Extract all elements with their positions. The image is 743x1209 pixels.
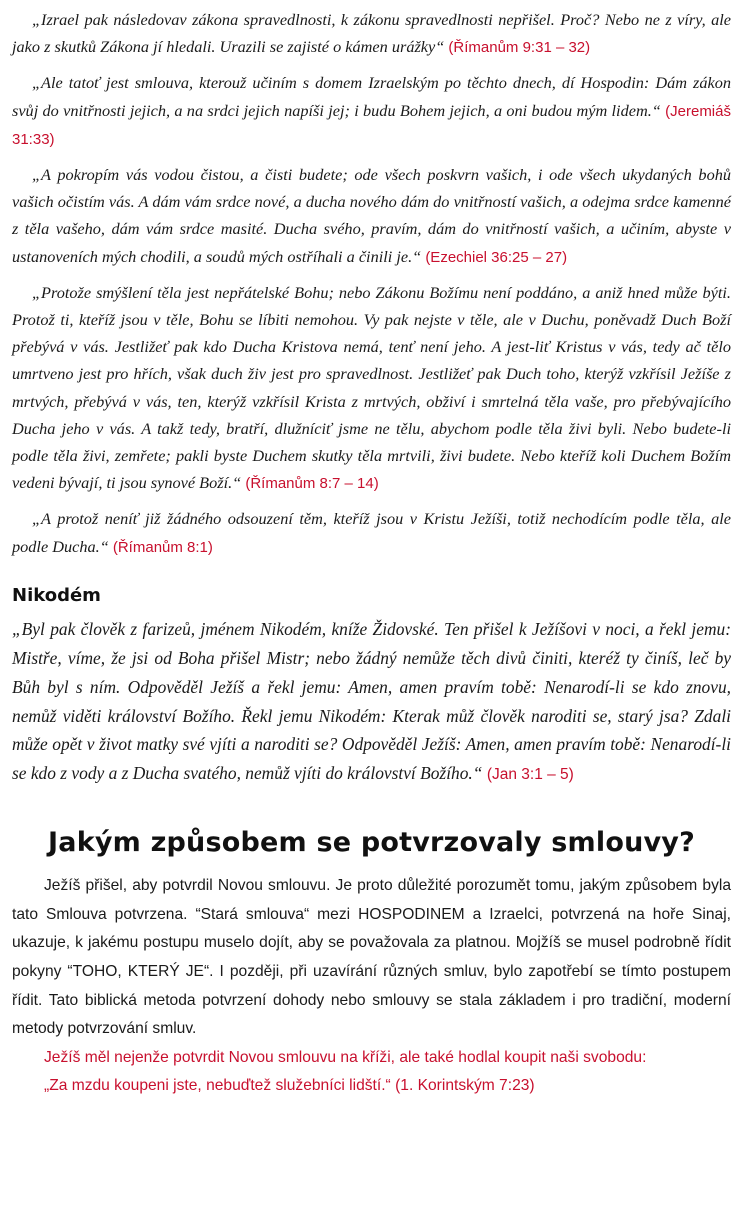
quote-text: „Ale tatoť jest smlouva, kterouž učiním s domem Izraelským po těchto dnech, dí Hospodin: Dám zákon svůj do vnitřnosti jejich, a na srdci jejich napíši jej; i budu Bohem jejich, a oni budou mým lidem.“ bbox=[12, 73, 731, 120]
bible-reference: (Ezechiel 36:25 – 27) bbox=[425, 248, 568, 266]
quote-jeremiah-31 bbox=[12, 69, 731, 153]
quote-romans-9 bbox=[12, 6, 731, 61]
document-page bbox=[12, 6, 731, 1101]
bible-reference: (Jeremiáš 31:33) bbox=[12, 102, 731, 148]
section-body: Ježíš přišel, aby potvrdil Novou smlouvu. Je proto důležité porozumět tomu, jakým způsobem byla tato Smlouva potvrzena. “Stará smlouva“ mezi HOSPODINEM a Izraelci, potvrzená na hoře Sinaj, ukazuje, k jakému postupu muselo dojít, aby se považovala za platnou. Mojžíš se musel podrobně řídit pokyny “TOHO, KTERÝ JE“. I později, při uzavírání různých smluv, bylo zapotřebí se tímto postupem řídit. Tato biblická metoda potvrzení dohody nebo smlouvy se stala základem i pro tradiční, moderní metody potvrzování smluv. bbox=[12, 877, 731, 1038]
bible-reference: (Římanům 8:1) bbox=[112, 538, 213, 556]
bible-reference: (Římanům 8:7 – 14) bbox=[245, 475, 379, 493]
quote-romans-8-7 bbox=[12, 279, 731, 498]
highlight-line-1: Ježíš měl nejenže potvrdit Novou smlouvu na kříži, ale také hodlal koupit naši svobodu: bbox=[44, 1048, 647, 1066]
quote-john-3 bbox=[12, 615, 731, 790]
quote-text: „Protože smýšlení těla jest nepřátelské Bohu; nebo Zákonu Božímu není poddáno, a aniž hned může býti. Protož ti, kteříž jsou v těle, Bohu se líbiti nemohou. Vy pak nejste v těle, ale v Duchu, poněvadž Duch Boží přebývá v vás. Jestližeť pak kdo Ducha Kristova nemá, tenť není jeho. A jest-liť Kristus v vás, tedy ač tělo umrtveno jest pro hřích, však duch živ jest pro spravedlnost. Jestližeť pak Duch toho, kterýž vzkřísil Ježíše z mrtvých, přebývá v vás, ten, kterýž vzkřísil Krista z mrtvých, obživí i smrtelná těla vaše, pro přebývajícího Ducha jeho v vás. A takž tedy, bratří, dlužníciť jsme ne tělu, abychom podle těla živi byli. Nebo budete-li podle těla živi, zemřete; pakli byste Duchem skutky těla mrtvili, živi budete. Nebo kteříž koli Duchem Božím vedeni bývají, ti jsou synové Boží.“ bbox=[12, 282, 731, 493]
quote-text: „Byl pak člověk z farizeů, jménem Nikodém, kníže Židovské. Ten přišel k Ježíšovi v noci, a řekl jemu: Mistře, víme, že jsi od Boha přišel Mistr; nebo žádný nemůže těch divů činiti, kteréž ty činíš, leč by Bůh byl s ním. Odpověděl Ježíš a řekl jemu: Amen, amen pravím tobě: Nenarodí-li se kdo znovu, nemůž viděti království Božího. Řekl jemu Nikodém: Kterak můž člověk naroditi se, starý jsa? Zdali může opět v život matky své vjíti a naroditi se? Odpověděl Ježíš: Amen, amen pravím tobě: Nenarodí-li se kdo z vody a z Ducha svatého, nemůž vjíti do království Božího.“ bbox=[12, 618, 731, 784]
quote-text: „A protož neníť již žádného odsouzení těm, kteříž jsou v Kristu Ježíši, totiž nechodícím podle těla, ale podle Ducha.“ bbox=[12, 509, 731, 556]
highlight-line-2: „Za mzdu koupeni jste, nebuďtež služebníci lidští.“ (1. Korintským 7:23) bbox=[44, 1077, 535, 1095]
quote-romans-8-1 bbox=[12, 505, 731, 560]
bible-reference: (Římanům 9:31 – 32) bbox=[448, 39, 591, 57]
section-heading: Jakým způsobem se potvrzovaly smlouvy? bbox=[48, 827, 695, 859]
quote-text: „Izrael pak následovav zákona spravedlnosti, k zákonu spravedlnosti nepřišel. Proč? Nebo ne z víry, ale jako z skutků Zákona jí hledali. Urazili se zajisté o kámen urážky“ bbox=[12, 10, 731, 57]
bible-reference: (Jan 3:1 – 5) bbox=[486, 766, 574, 784]
quote-ezekiel-36 bbox=[12, 161, 731, 271]
nikodem-heading: Nikodém bbox=[12, 584, 101, 606]
quote-text: „A pokropím vás vodou čistou, a čisti budete; ode všech poskvrn vašich, i ode všech ukydaných bohů vašich očistím vás. A dám vám srdce nové, a ducha nového dám do vnitřností vašich, a odejma srdce kamenné z těla vašeho, dám vám srdce masité. Ducha svého, pravím, dám do vnitřností vašich, a učiním, abyste v ustanoveních mých chodili, a soudů mých ostříhali a činili je.“ bbox=[12, 165, 731, 266]
